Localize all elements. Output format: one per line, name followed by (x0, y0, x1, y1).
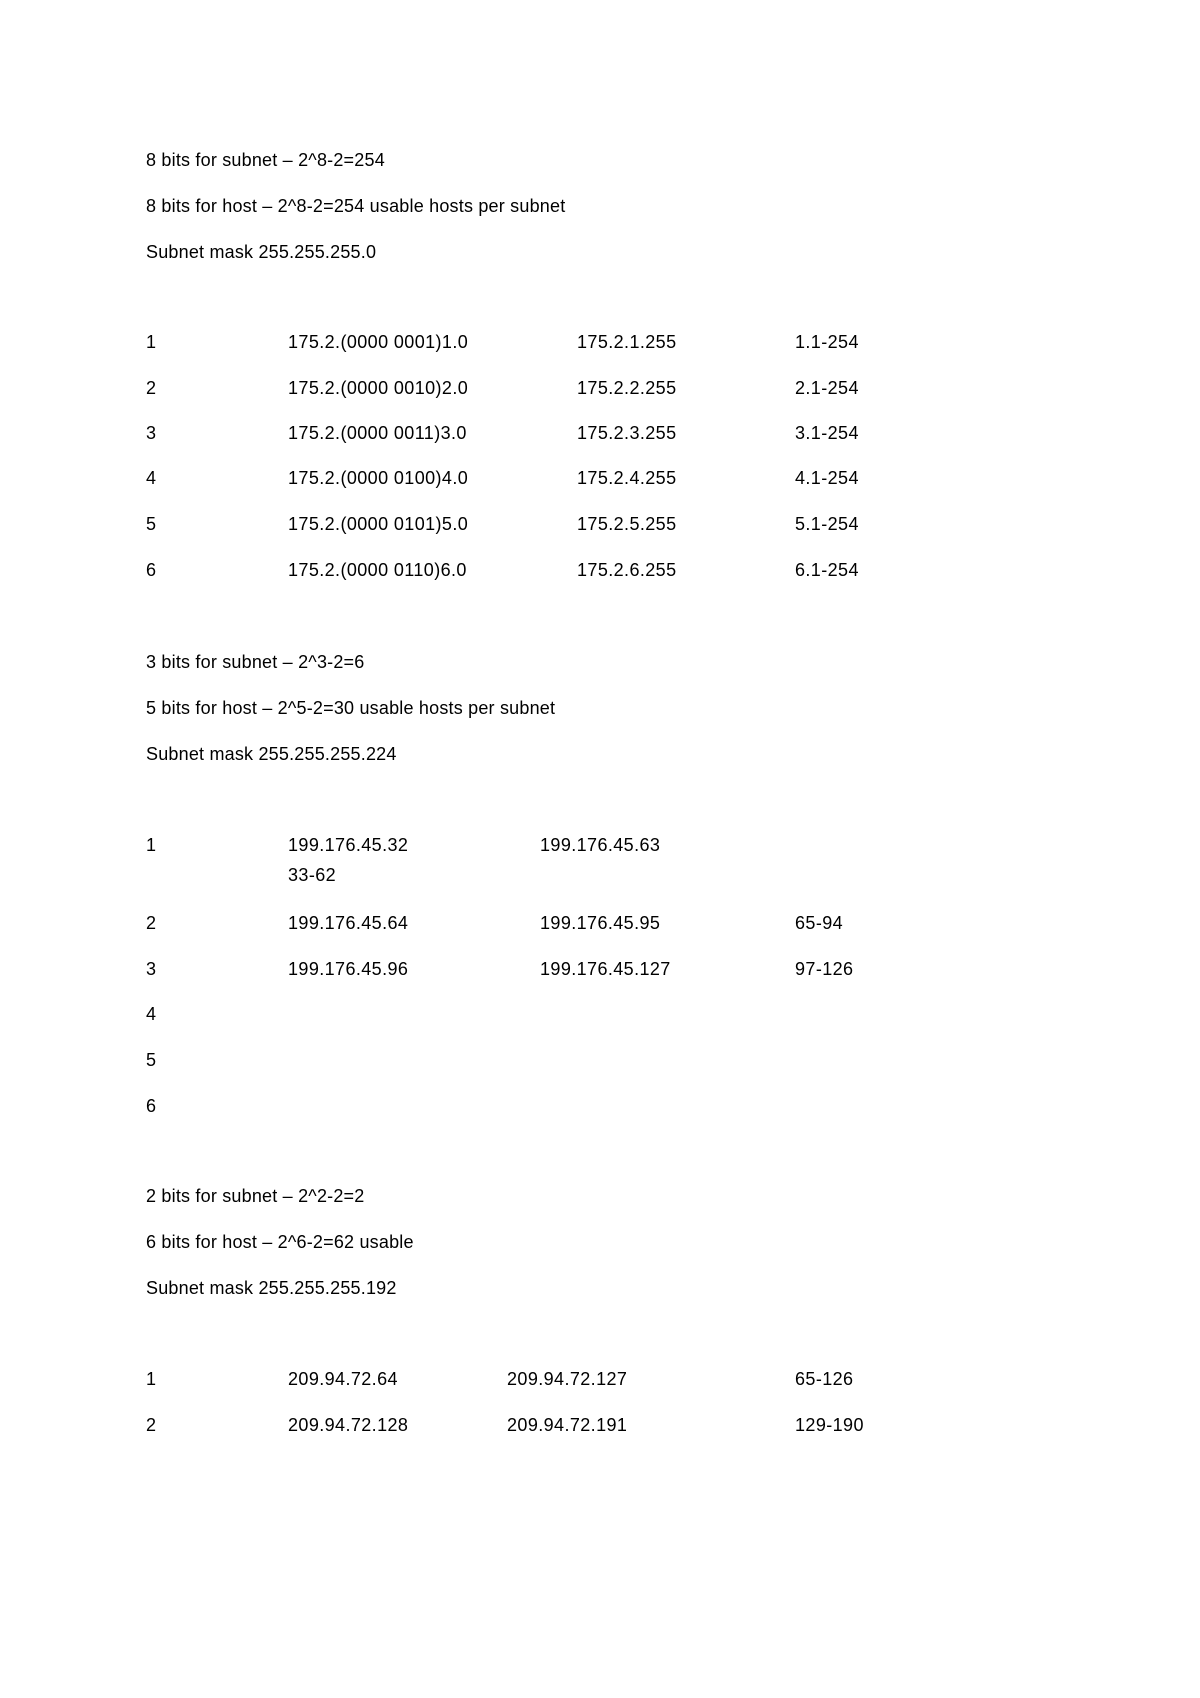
host-range: 1.1-254 (795, 332, 859, 352)
network-address: 209.94.72.128 (288, 1415, 409, 1435)
network-address: 199.176.45.64 (288, 913, 409, 933)
subnet-bits-line: 2 bits for subnet – 2^2-2=2 (146, 1186, 365, 1206)
subnet-number: 6 (146, 1096, 157, 1116)
broadcast-address: 209.94.72.127 (507, 1369, 628, 1389)
subnet-number: 4 (146, 1004, 157, 1024)
broadcast-address: 175.2.1.255 (577, 332, 677, 352)
broadcast-address: 199.176.45.127 (540, 959, 671, 979)
network-address: 175.2.(0000 0100)4.0 (288, 468, 469, 488)
subnet-number: 4 (146, 468, 157, 488)
subnet-bits-line: 8 bits for subnet – 2^8-2=254 (146, 150, 385, 170)
network-address: 175.2.(0000 0001)1.0 (288, 332, 469, 352)
broadcast-address: 199.176.45.95 (540, 913, 661, 933)
host-range: 3.1-254 (795, 423, 859, 443)
subnet-number: 3 (146, 423, 157, 443)
network-address: 175.2.(0000 0110)6.0 (288, 560, 467, 580)
host-range: 33-62 (288, 865, 337, 885)
host-range: 6.1-254 (795, 560, 859, 580)
subnet-mask-line: Subnet mask 255.255.255.192 (146, 1278, 397, 1298)
broadcast-address: 175.2.3.255 (577, 423, 677, 443)
broadcast-address: 175.2.4.255 (577, 468, 677, 488)
broadcast-address: 199.176.45.63 (540, 835, 661, 855)
host-range: 65-94 (795, 913, 844, 933)
host-bits-line: 5 bits for host – 2^5-2=30 usable hosts per subnet (146, 698, 556, 718)
broadcast-address: 175.2.6.255 (577, 560, 677, 580)
subnet-number: 1 (146, 1369, 157, 1389)
subnet-number: 3 (146, 959, 157, 979)
host-range: 129-190 (795, 1415, 864, 1435)
host-range: 97-126 (795, 959, 854, 979)
subnet-bits-line: 3 bits for subnet – 2^3-2=6 (146, 652, 365, 672)
broadcast-address: 175.2.2.255 (577, 378, 677, 398)
host-range: 4.1-254 (795, 468, 859, 488)
network-address: 175.2.(0000 0011)3.0 (288, 423, 467, 443)
host-range: 65-126 (795, 1369, 854, 1389)
subnet-number: 2 (146, 378, 157, 398)
host-range: 2.1-254 (795, 378, 859, 398)
subnet-mask-line: Subnet mask 255.255.255.0 (146, 242, 377, 262)
subnet-number: 5 (146, 1050, 157, 1070)
broadcast-address: 209.94.72.191 (507, 1415, 628, 1435)
host-range: 5.1-254 (795, 514, 859, 534)
subnet-mask-line: Subnet mask 255.255.255.224 (146, 744, 397, 764)
network-address: 209.94.72.64 (288, 1369, 398, 1389)
subnet-number: 1 (146, 835, 157, 855)
subnet-number: 2 (146, 913, 157, 933)
broadcast-address: 175.2.5.255 (577, 514, 677, 534)
network-address: 175.2.(0000 0010)2.0 (288, 378, 469, 398)
network-address: 199.176.45.96 (288, 959, 409, 979)
subnet-number: 1 (146, 332, 157, 352)
network-address: 175.2.(0000 0101)5.0 (288, 514, 469, 534)
network-address: 199.176.45.32 (288, 835, 409, 855)
host-bits-line: 8 bits for host – 2^8-2=254 usable hosts per subnet (146, 196, 566, 216)
subnet-number: 2 (146, 1415, 157, 1435)
subnet-number: 6 (146, 560, 157, 580)
host-bits-line: 6 bits for host – 2^6-2=62 usable (146, 1232, 414, 1252)
subnet-number: 5 (146, 514, 157, 534)
